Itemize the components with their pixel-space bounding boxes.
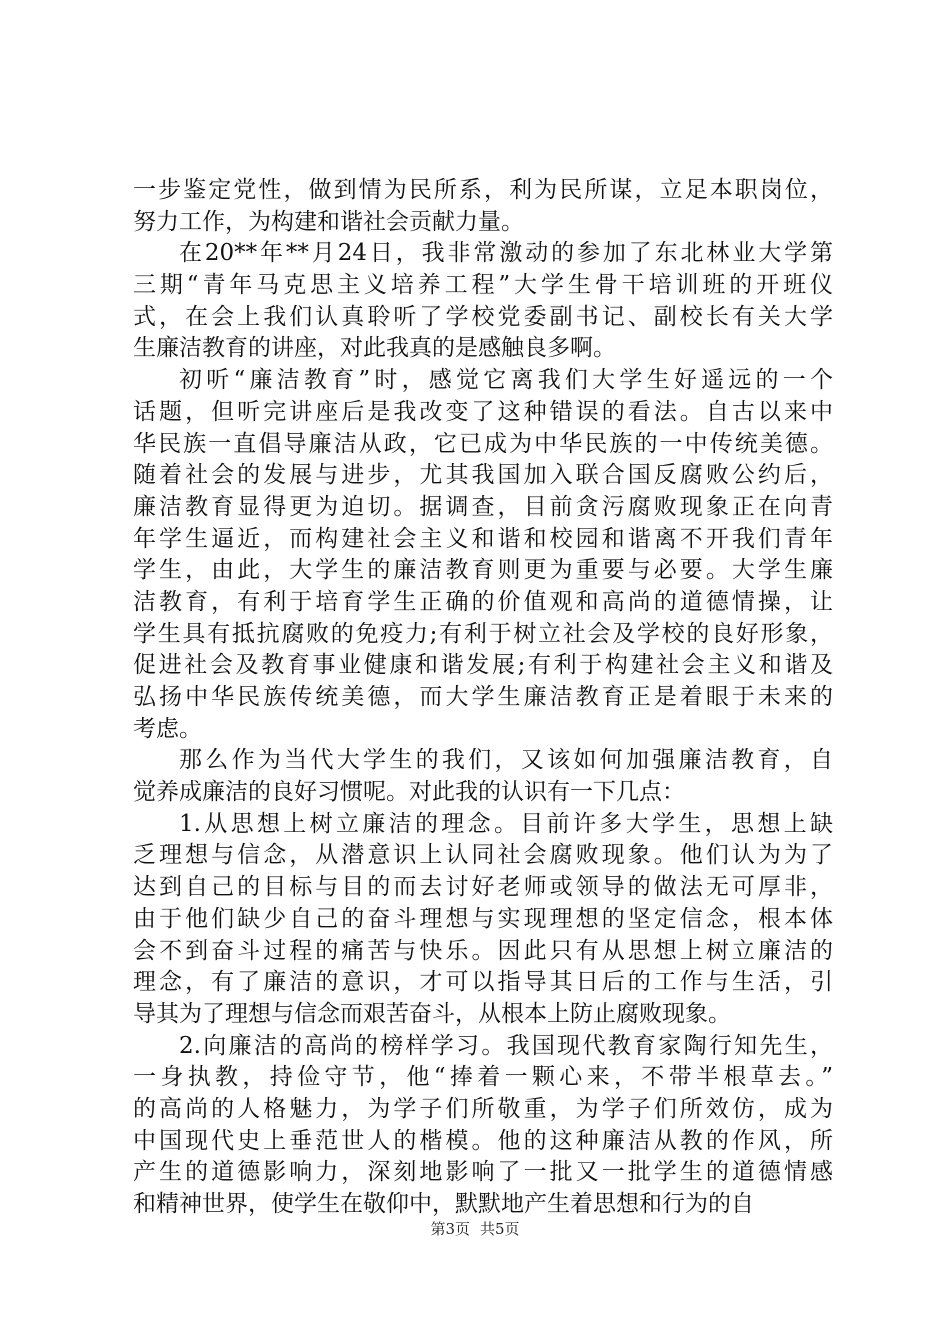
- text-line: 的高尚的人格魅力，为学子们所敬重，为学子们所效仿，成为: [133, 1095, 833, 1122]
- text-line: 一身执教，持俭守节，他“捧着一颗心来，不带半根草去。”: [133, 1064, 833, 1091]
- text-line: 一步鉴定党性，做到情为民所系，利为民所谋，立足本职岗位，: [133, 177, 833, 203]
- text-line: 华民族一直倡导廉洁从政，它已成为中华民族的一中传统美德。: [133, 430, 833, 457]
- body-text: [133, 175, 833, 1221]
- text-line: 1.从思想上树立廉洁的理念。目前许多大学生，思想上缺: [179, 810, 833, 837]
- paragraph: [133, 365, 833, 745]
- text-line: 促进社会及教育事业健康和谐发展;有利于构建社会主义和谐及: [133, 652, 833, 679]
- text-line: 会不到奋斗过程的痛苦与快乐。因此只有从思想上树立廉洁的: [133, 937, 833, 964]
- paragraph: [133, 238, 833, 365]
- text-line: 学生具有抵抗腐败的免疫力;有利于树立社会及学校的良好形象，: [133, 620, 833, 647]
- text-line: 话题，但听完讲座后是我改变了这种错误的看法。自古以来中: [133, 398, 833, 425]
- page-number: 第3页: [430, 1220, 470, 1238]
- text-line: 导其为了理想与信念而艰苦奋斗，从根本上防止腐败现象。: [133, 1000, 731, 1027]
- text-line: 理念，有了廉洁的意识，才可以指导其日后的工作与生活，引: [133, 969, 833, 996]
- text-line: 觉养成廉洁的良好习惯呢。对此我的认识有一下几点：: [133, 779, 685, 806]
- text-line: 考虑。: [133, 715, 202, 742]
- text-line: 三期“青年马克思主义培养工程”大学生骨干培训班的开班仪: [133, 272, 833, 299]
- text-line: 那么作为当代大学生的我们，又该如何加强廉洁教育，自: [179, 747, 833, 774]
- text-line: 弘扬中华民族传统美德，而大学生廉洁教育正是着眼于未来的: [133, 684, 833, 710]
- paragraph: [133, 745, 833, 808]
- text-line: 乏理想与信念，从潜意识上认同社会腐败现象。他们认为为了: [133, 842, 833, 869]
- page-total: 共5页: [480, 1220, 520, 1238]
- text-line: 初听“廉洁教育”时，感觉它离我们大学生好遥远的一个: [179, 367, 833, 394]
- paragraph: [133, 1031, 833, 1221]
- text-line: 洁教育，有利于培育学生正确的价值观和高尚的道德情操，让: [133, 588, 833, 615]
- text-line: 和精神世界，使学生在敬仰中，默默地产生着思想和行为的自: [133, 1191, 754, 1217]
- text-line: 努力工作，为构建和谐社会贡献力量。: [133, 208, 524, 235]
- text-line: 随着社会的发展与进步，尤其我国加入联合国反腐败公约后，: [133, 462, 833, 489]
- text-line: 式，在会上我们认真聆听了学校党委副书记、副校长有关大学: [133, 303, 833, 330]
- page-footer: [0, 1219, 950, 1239]
- text-line: 在20**年**月24日，我非常激动的参加了东北林业大学第: [179, 240, 833, 267]
- text-line: 由于他们缺少自己的奋斗理想与实现理想的坚定信念，根本体: [133, 905, 833, 932]
- paragraph: [133, 175, 833, 238]
- text-line: 产生的道德影响力，深刻地影响了一批又一批学生的道德情感: [133, 1159, 833, 1186]
- paragraph: [133, 809, 833, 1031]
- text-line: 达到自己的目标与目的而去讨好老师或领导的做法无可厚非，: [133, 874, 833, 901]
- text-line: 廉洁教育显得更为迫切。据调查，目前贪污腐败现象正在向青: [133, 493, 833, 520]
- text-line: 年学生逼近，而构建社会主义和谐和校园和谐离不开我们青年: [133, 525, 833, 552]
- text-line: 2.向廉洁的高尚的榜样学习。我国现代教育家陶行知先生，: [179, 1032, 833, 1059]
- text-line: 中国现代史上垂范世人的楷模。他的这种廉洁从教的作风，所: [133, 1127, 833, 1154]
- text-line: 学生，由此，大学生的廉洁教育则更为重要与必要。大学生廉: [133, 557, 833, 584]
- text-line: 生廉洁教育的讲座，对此我真的是感触良多啊。: [133, 335, 616, 362]
